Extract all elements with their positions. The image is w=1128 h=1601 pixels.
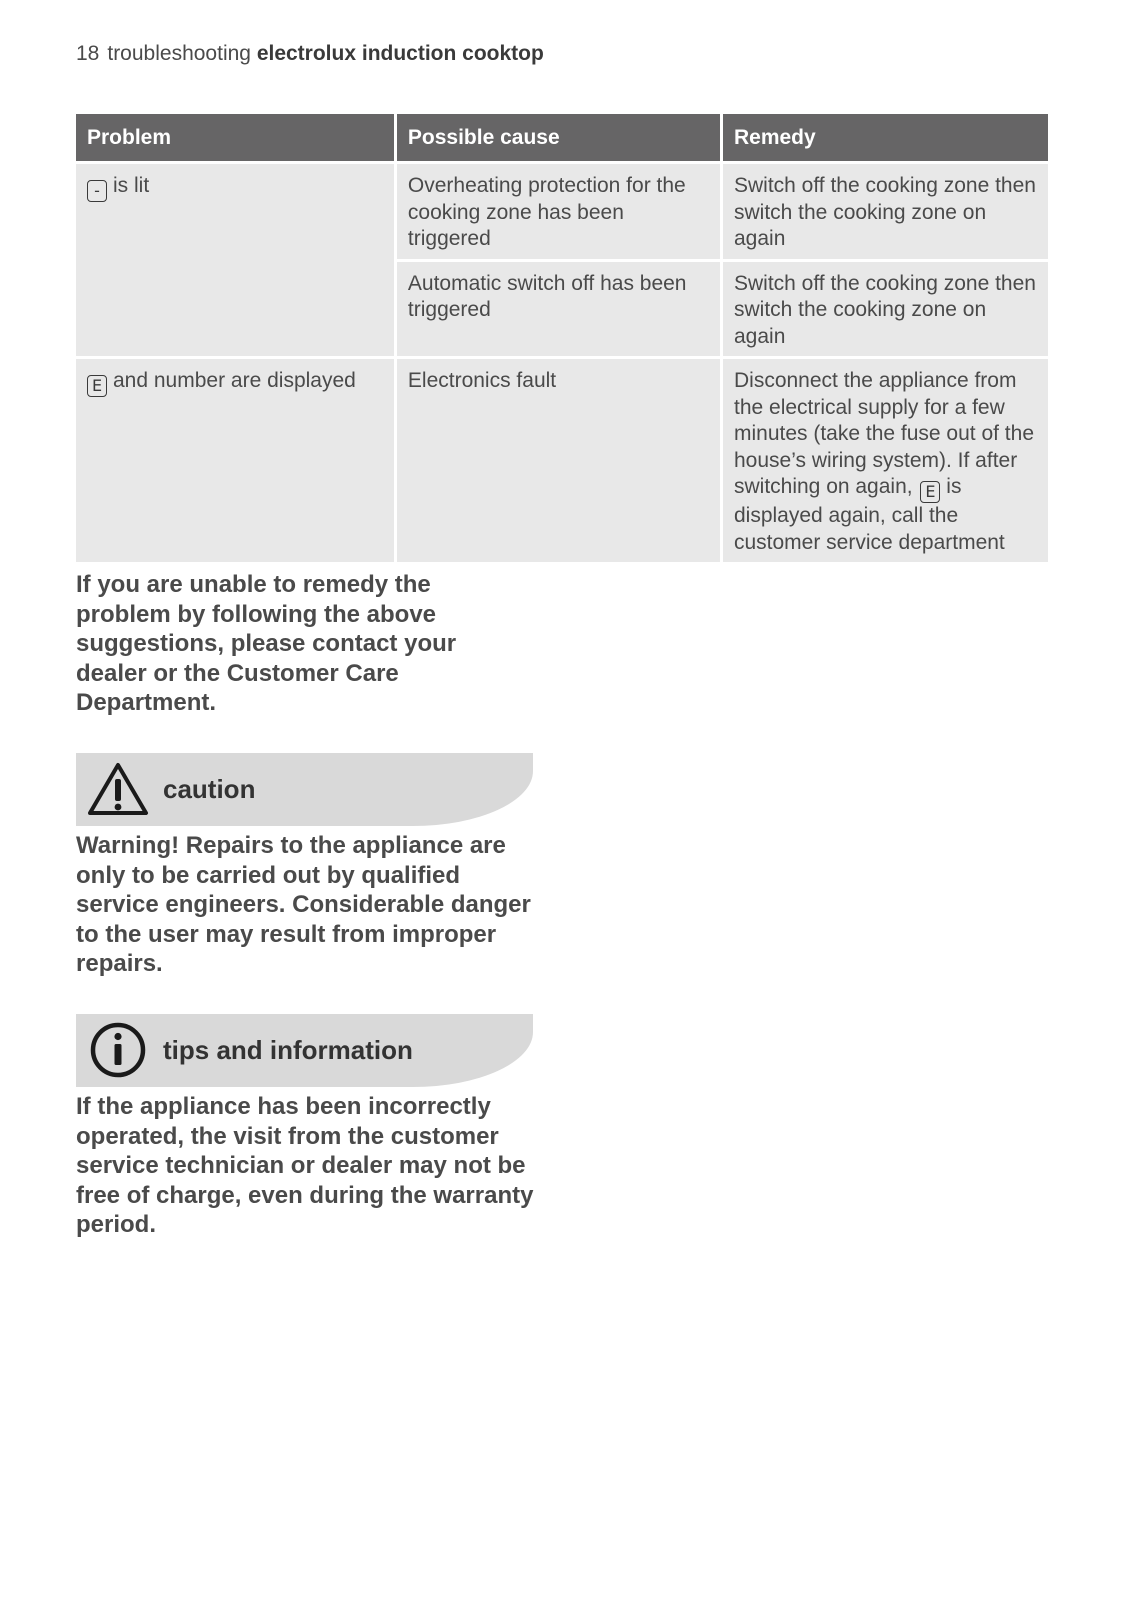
remedy-cell: Switch off the cooking zone then switch the cooking zone on again [723,164,1048,259]
problem-cell [76,359,394,562]
problem-text: and number are displayed [113,369,356,392]
remedy-text-after: is displayed again, call the customer service department [733,475,1005,554]
section-name: troubleshooting [107,42,251,65]
remedy-text-before: Disconnect the appliance from the electrical supply for a few minutes (take the fuse out of the house’s wiring system). If after switching on again, [733,369,1034,498]
problem-cell [76,164,394,356]
warning-triangle-icon [86,759,150,819]
dash-display-icon: - [87,180,107,202]
caution-label: caution [163,774,256,804]
header-cause: Possible cause [397,114,720,161]
tips-text: If the appliance has been incorrectly operated, the visit from the customer service technician or dealer may not be free of charge, even during the warranty period. [76,1093,534,1239]
table-row [76,359,1048,562]
document-title: electrolux induction cooktop [256,42,544,65]
contact-note: If you are unable to remedy the problem by following the above suggestions, please contact your dealer or the Customer Care Department. [76,571,457,717]
info-circle-icon [86,1020,150,1080]
caution-text: Warning! Repairs to the appliance are only to be carried out by qualified service engineers. Considerable danger to the user may result from improper repairs. [76,832,531,978]
table-header-row [76,114,1048,161]
error-e-display-icon: E [87,375,107,397]
troubleshooting-table [73,111,1051,565]
cause-cell: Overheating protection for the cooking zone has been triggered [397,164,720,259]
cause-cell: Electronics fault [397,359,720,562]
remedy-cell [723,359,1048,562]
problem-text: is lit [113,174,150,197]
header-remedy: Remedy [723,114,1048,161]
tips-label: tips and information [163,1035,413,1065]
caution-box [76,753,533,826]
tips-box [76,1014,533,1087]
error-e-display-icon: E [920,481,940,503]
table-row [76,164,1048,259]
remedy-cell: Switch off the cooking zone then switch the cooking zone on again [723,262,1048,357]
page-header [76,42,544,66]
cause-cell: Automatic switch off has been triggered [397,262,720,357]
page-number: 18 [76,42,100,65]
header-problem: Problem [76,114,394,161]
